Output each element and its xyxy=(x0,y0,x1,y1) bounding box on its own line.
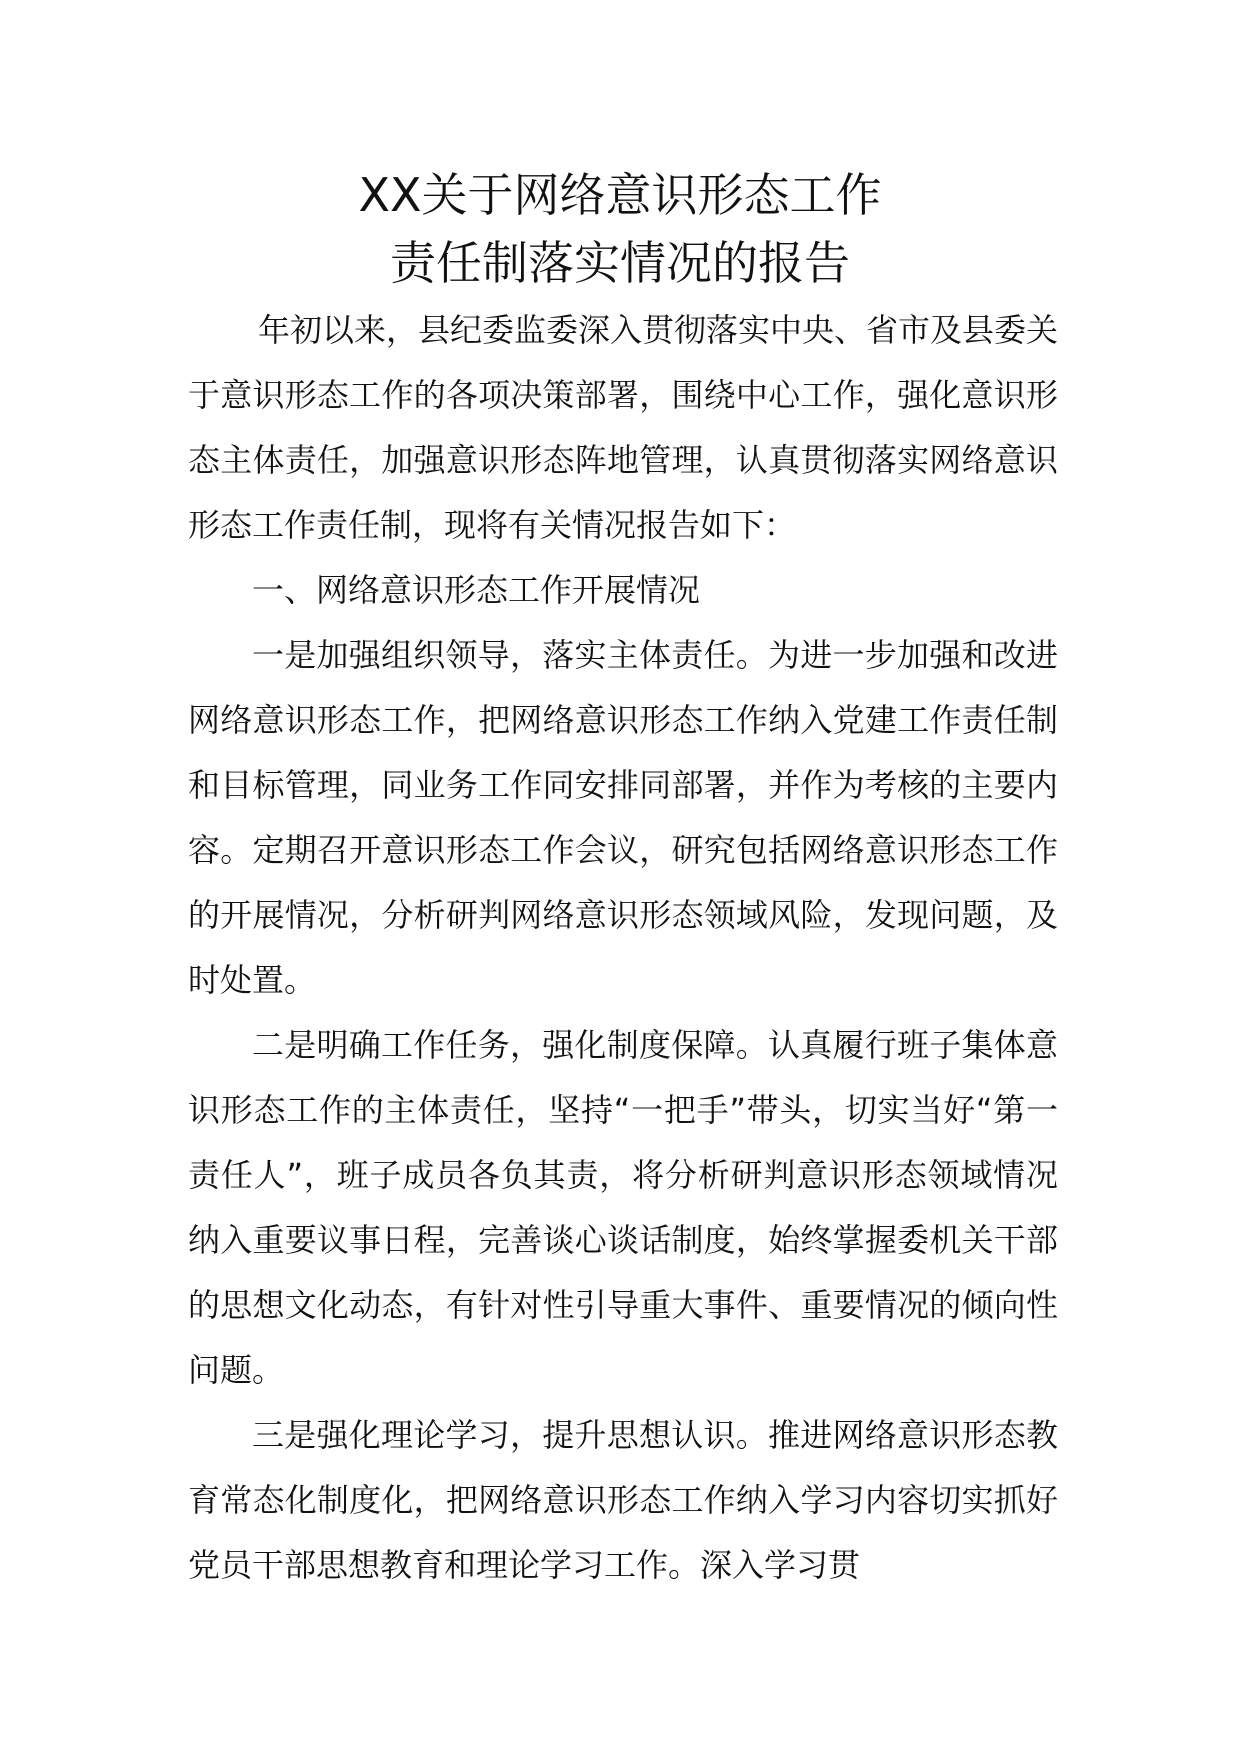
paragraph-point-1: 一是加强组织领导，落实主体责任。为进一步加强和改进网络意识形态工作，把网络意识形态工作纳入党建工作责任制和目标管理，同业务工作同安排同部署，并作为考核的主要内容。定期召开意识形态工作会议，研究包括网络意识形态工作的开展情况，分析研判网络意识形态领域风险，发现问题，及时处置。 xyxy=(188,636,1058,999)
document-body xyxy=(188,298,1058,1598)
paragraph-point-3: 三是强化理论学习，提升思想认识。推进网络意识形态教育常态化制度化，把网络意识形态工作纳入学习内容切实抓好党员干部思想教育和理论学习工作。深入学习贯 xyxy=(188,1416,1058,1584)
paragraph-intro: 年初以来，县纪委监委深入贯彻落实中央、省市及县委关于意识形态工作的各项决策部署，围绕中心工作，强化意识形态主体责任，加强意识形态阵地管理，认真贯彻落实网络意识形态工作责任制，现将有关情况报告如下： xyxy=(188,311,1059,544)
document-title-line-2: 责任制落实情况的报告 xyxy=(390,236,850,290)
document-title-line-1: XX关于网络意识形态工作 xyxy=(358,168,882,222)
paragraph-point-2: 二是明确工作任务，强化制度保障。认真履行班子集体意识形态工作的主体责任，坚持“一把手”带头，切实当好“第一责任人”，班子成员各负其责，将分析研判意识形态领域情况纳入重要议事日程，完善谈心谈话制度，始终掌握委机关干部的思想文化动态，有针对性引导重大事件、重要情况的倾向性问题。 xyxy=(188,1026,1058,1389)
section-heading-1: 一、网络意识形态工作开展情况 xyxy=(252,571,701,609)
